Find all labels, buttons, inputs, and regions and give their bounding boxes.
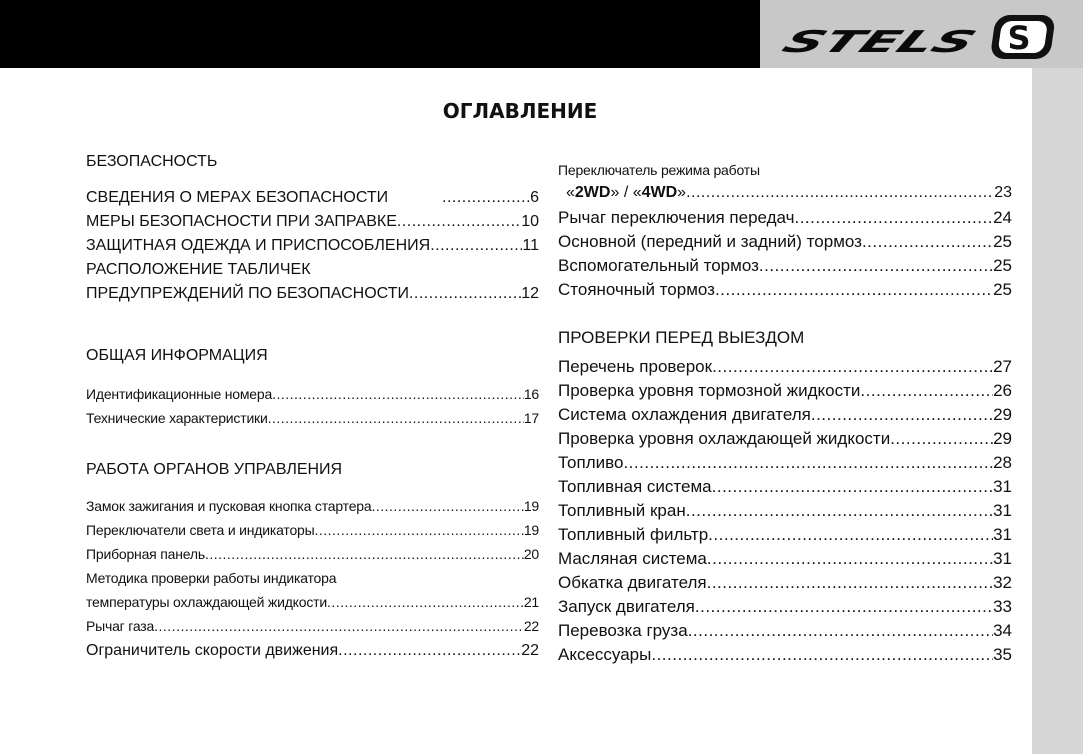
toc-entry[interactable]: Система охлаждения двигателя ..... 29 xyxy=(558,405,1012,425)
toc-entry[interactable]: Вспомогательный тормоз ..... 25 xyxy=(558,256,1012,276)
toc-entry[interactable]: температуры охлаждающей жидкости ..... 21 xyxy=(86,594,539,610)
toc-entry[interactable]: Перевозка груза ..... 34 xyxy=(558,621,1012,641)
toc-entry[interactable]: Основной (передний и задний) тормоз ..... 25 xyxy=(558,232,1012,252)
logo-wordmark: STELS xyxy=(776,23,899,60)
toc-entry[interactable]: Обкатка двигателя ..... 32 xyxy=(558,573,1012,593)
toc-entry[interactable]: ПРЕДУПРЕЖДЕНИЙ ПО БЕЗОПАСНОСТИ ..... 12 xyxy=(86,285,539,303)
toc-entry[interactable]: Рычаг переключения передач ..... 24 xyxy=(558,208,1012,228)
toc-entry[interactable]: ЗАЩИТНАЯ ОДЕЖДА И ПРИСПОСОБЛЕНИЯ ..... 11 xyxy=(86,237,539,255)
toc-entry-line: Методика проверки работы индикатора xyxy=(86,570,337,586)
toc-entry[interactable]: СВЕДЕНИЯ О МЕРАХ БЕЗОПАСНОСТИ ..... 6 xyxy=(86,189,539,207)
toc-entry[interactable]: Топливный кран ..... 31 xyxy=(558,501,1012,521)
toc-entry[interactable]: Переключатели света и индикаторы ..... 19 xyxy=(86,522,539,538)
toc-entry[interactable]: Топливо ..... 28 xyxy=(558,453,1012,473)
section-heading-controls: РАБОТА ОРГАНОВ УПРАВЛЕНИЯ xyxy=(86,461,343,478)
toc-entry[interactable]: Идентификационные номера ..... 16 xyxy=(86,386,539,402)
toc-entry[interactable]: Масляная система ..... 31 xyxy=(558,549,1012,569)
section-heading-safety: БЕЗОПАСНОСТЬ xyxy=(86,153,218,170)
toc-entry[interactable]: Стояночный тормоз ..... 25 xyxy=(558,280,1012,300)
section-heading-general: ОБЩАЯ ИНФОРМАЦИЯ xyxy=(86,347,268,364)
stels-logo xyxy=(760,0,1083,68)
toc-entry[interactable]: Ограничитель скорости движения ..... 22 xyxy=(86,642,539,660)
page-title: ОГЛАВЛЕНИЕ xyxy=(442,99,598,123)
toc-entry[interactable]: Топливная система ..... 31 xyxy=(558,477,1012,497)
toc-entry[interactable]: Проверка уровня тормозной жидкости ..... 26 xyxy=(558,381,1012,401)
logo-s-badge xyxy=(990,15,1056,59)
toc-entry[interactable]: Запуск двигателя ..... 33 xyxy=(558,597,1012,617)
page-side-strip xyxy=(1032,68,1083,754)
toc-entry[interactable]: Перечень проверок ..... 27 xyxy=(558,357,1012,377)
toc-entry[interactable]: Замок зажигания и пусковая кнопка стартера ..... 19 xyxy=(86,498,539,514)
toc-entry[interactable]: Проверка уровня охлаждающей жидкости ..... 29 xyxy=(558,429,1012,449)
toc-entry[interactable]: Рычаг газа ..... 22 xyxy=(86,618,539,634)
toc-entry-line: Переключатель режима работы xyxy=(558,162,760,178)
brand-logo-area xyxy=(760,0,1083,68)
toc-entry[interactable]: МЕРЫ БЕЗОПАСНОСТИ ПРИ ЗАПРАВКЕ ..... 10 xyxy=(86,213,539,231)
toc-entry[interactable]: Технические характеристики ..... 17 xyxy=(86,410,539,426)
section-heading-checks: ПРОВЕРКИ ПЕРЕД ВЫЕЗДОМ xyxy=(558,328,805,347)
svg-text:S: S xyxy=(1007,19,1031,57)
toc-entry[interactable]: Приборная панель ..... 20 xyxy=(86,546,539,562)
toc-entry[interactable]: « 2WD » / « 4WD » ..... 23 xyxy=(558,184,1012,202)
toc-entry-line: РАСПОЛОЖЕНИЕ ТАБЛИЧЕК xyxy=(86,261,311,278)
toc-entry[interactable]: Топливный фильтр ..... 31 xyxy=(558,525,1012,545)
toc-entry[interactable]: Аксессуары ..... 35 xyxy=(558,645,1012,665)
header-bar xyxy=(0,0,760,68)
